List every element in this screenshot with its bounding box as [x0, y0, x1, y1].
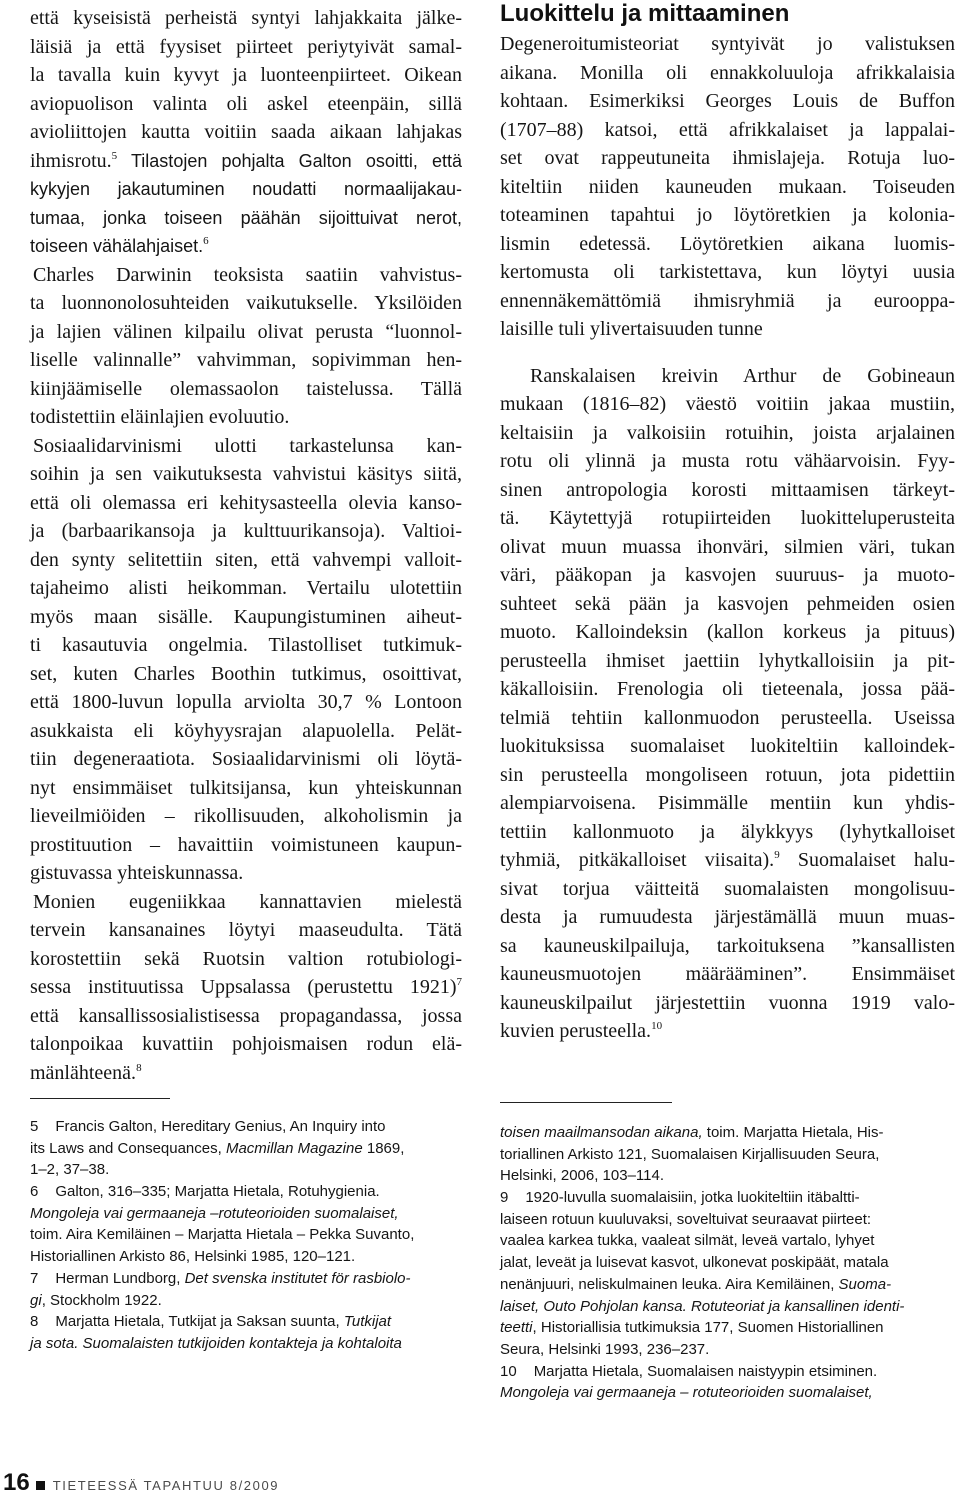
left-column-footnotes	[30, 1116, 462, 1355]
right-column-body	[500, 30, 955, 1046]
text-line	[30, 1181, 462, 1203]
text-line	[500, 818, 955, 847]
text-run: tä. Käytettyjä rotupiirteiden luokitteluperusteita	[500, 507, 955, 530]
left-column-body	[30, 4, 462, 1087]
text-line	[500, 1122, 955, 1144]
text-line	[30, 1203, 462, 1225]
text-run: liselle valinnalle” vahvimman, sopivimman hen-	[30, 349, 462, 371]
text-run: tiin degeneraatiota. Sosiaalidarvinismi oli löytä-	[30, 748, 462, 770]
text-run: soihin ja sen vaikutuksesta vahvistui käsitys siitä,	[30, 463, 462, 485]
paragraph	[500, 30, 955, 344]
text-line	[30, 61, 462, 90]
text-run: sa kauneuskilpailuja, tarkoituksena ”kansallisten	[500, 934, 955, 957]
text-line	[30, 4, 462, 33]
text-run: vaalea karkea tukka, vaaleat silmät, leveä vartalo, lyhyet	[500, 1232, 875, 1250]
text-run: että kyseisistä perheistä syntyi lahjakkaita jälke-	[30, 7, 462, 29]
text-line	[500, 704, 955, 733]
text-run: Ranskalaisen kreivin Arthur de Gobineaun	[530, 364, 955, 387]
text-run: prostituution – havaittiin voimistuneen kaupun-	[30, 833, 462, 856]
italic-text: laiset, Outo Pohjolan kansa. Rotuteoriat ja kansallinen identi-	[500, 1297, 905, 1315]
text-line	[30, 346, 462, 375]
text-line	[500, 447, 955, 476]
paragraph	[30, 888, 462, 1088]
text-run: aviopuolison valinta oli askel eteenpäin, sillä	[30, 92, 462, 115]
text-line	[500, 618, 955, 647]
text-run: la tavalla kuin kyvyt ja luonteenpiirteet. Oikean	[30, 64, 462, 86]
text-run: ja (barbaarikansoja ja kulttuurikansoja). Valtioi-	[30, 520, 462, 542]
text-run: desta ja rumuudesta järjestämällä muun muas-	[500, 906, 955, 929]
italic-text: teetti	[500, 1319, 533, 1337]
text-run: väri, pääkopan ja kasvojen suuruus- ja muoto-	[500, 564, 955, 587]
text-run: Degeneroitumisteoriat syntyivät jo valistuksen	[500, 33, 955, 55]
text-run: asukkaista eli köyhyysrajan alapuolella. Pelät-	[30, 719, 462, 742]
text-line	[30, 546, 462, 575]
text-run: Galton, 316–335; Marjatta Hietala, Rotuhygienia.	[55, 1183, 380, 1201]
text-run: tervein kansanaines löytyi maaseudulta. Tätä	[30, 919, 462, 941]
italic-text: Suoma-	[838, 1275, 892, 1293]
text-run: lismin edetessä. Löytöretkien aikana luomis-	[500, 232, 955, 255]
text-run: Francis Galton, Hereditary Genius, An Inquiry into	[55, 1118, 386, 1135]
text-line	[500, 504, 955, 533]
footnote-number: 8	[30, 1313, 39, 1331]
text-line	[30, 90, 462, 119]
text-run: ihmisrotu.	[30, 149, 112, 172]
text-run: myös maan sisälle. Kaupungistuminen aiheut-	[30, 605, 462, 628]
text-run: ennennäkemättömiä ihmisryhmiä ja eurooppa-	[500, 289, 955, 312]
text-run: perusteella ihmiset jaettiin lyhytkalloisiin ja pit-	[500, 649, 955, 672]
text-line	[500, 1296, 955, 1318]
text-line	[500, 1209, 955, 1231]
text-run: sin perusteella mongoliseen rotuun, jota pidettiin	[500, 763, 955, 786]
text-line	[500, 30, 955, 59]
text-run: toteaminen tapahtui jo löytöretkien ja kolonia-	[500, 204, 955, 226]
text-line	[30, 232, 462, 261]
text-run: Charles Darwinin teoksista saatiin vahvistus-	[33, 263, 462, 286]
footnote-number: 5	[30, 1118, 39, 1135]
text-line	[30, 289, 462, 318]
text-line	[30, 489, 462, 518]
text-run: rotu oli ylinnä ja musta rotu vähäarvoisin. Fyy-	[500, 450, 955, 473]
square-bullet-icon	[36, 1481, 45, 1490]
text-run: lieveilmiöiden – rikollisuuden, alkoholismin ja	[30, 805, 462, 827]
text-line	[500, 647, 955, 676]
italic-text: Det svenska institutet för rasbiolo-	[184, 1269, 411, 1287]
text-line	[30, 1059, 462, 1088]
text-line	[500, 1187, 955, 1209]
text-line	[30, 175, 462, 204]
footnote-reference: 10	[651, 1020, 663, 1033]
text-line	[30, 1159, 462, 1181]
text-run: alempiarvoisena. Pisimmälle mentiin kun yhdis-	[500, 792, 955, 815]
text-run: ti kasautuvia ongelmia. Tilastolliset tutkimuk-	[30, 634, 462, 656]
text-line	[500, 1230, 955, 1252]
text-run: Sosiaalidarvinismi ulotti tarkastelunsa kan-	[33, 434, 462, 457]
text-line	[500, 960, 955, 989]
text-line	[30, 916, 462, 945]
text-line	[30, 1224, 462, 1246]
page-footer	[3, 1469, 403, 1497]
text-run: suhteet sekä pään ja kasvojen pehmeiden osien	[500, 592, 955, 615]
text-line	[30, 717, 462, 746]
text-line	[30, 973, 462, 1002]
text-run: talonpoikaa kuvattiin pohjoismaisen rodun elä-	[30, 1033, 462, 1055]
text-run: kertomusta oli tarkistettava, kun löytyi uusia	[500, 261, 955, 283]
text-run: 1920-luvulla suomalaisiin, jotka luokiteltiin itäbaltti-	[525, 1189, 860, 1207]
footnote-reference: 9	[774, 849, 780, 862]
text-line	[30, 375, 462, 404]
text-run: set ovat rappeutuneita ihmislajeja. Rotuja luo-	[500, 147, 955, 169]
italic-text: ja sota. Suomalaisten tutkijoiden kontakteja ja kohtaloita	[30, 1334, 402, 1352]
text-run: sivat torjua väitteitä suomalaisten mongolisuu-	[500, 877, 955, 900]
text-run: keltaisiin ja valkoisiin rotuihin, joista arjalainen	[500, 421, 955, 444]
text-run: gistuvassa yhteiskunnassa.	[30, 862, 244, 884]
sans-text-run: tumaa, jonka toiseen päähän sijoittuivat nerot,	[30, 207, 462, 228]
text-line	[500, 1017, 955, 1046]
text-line	[30, 831, 462, 860]
text-line	[30, 403, 462, 432]
text-line	[500, 390, 955, 419]
text-line	[500, 87, 955, 116]
text-line	[30, 1138, 462, 1160]
text-line	[500, 1317, 955, 1339]
text-line	[30, 1116, 462, 1138]
text-run: jalat, leveät ja luisevat kasvot, ulkonevat poskipäät, matala	[500, 1254, 889, 1272]
text-run: toim. Aira Kemiläinen – Marjatta Hietala – Pekka Suvanto,	[30, 1226, 415, 1244]
text-line	[30, 517, 462, 546]
text-line	[500, 533, 955, 562]
text-run: nenänjuuri, neliskulmainen leuka. Aira Kemiläinen,	[500, 1275, 839, 1293]
text-line	[500, 1382, 955, 1404]
footnote-reference: 8	[136, 1061, 142, 1074]
text-run: laisille tuli ylivertaisuuden tunne	[500, 318, 763, 340]
text-run: kauneuskilpailut järjestettiin vuonna 1919 valo-	[500, 991, 955, 1014]
text-run: kohtaan. Esimerkiksi Georges Louis de Buffon	[500, 90, 955, 112]
text-run: toriallinen Arkisto 121, Suomalaisen Kirjallisuuden Seura,	[500, 1145, 880, 1163]
italic-text: Mongoleja vai germaaneja – rotuteorioiden suomalaiset,	[500, 1384, 873, 1402]
text-line	[500, 315, 955, 344]
text-run: sinen antropologia korosti mittaamisen tärkeyt-	[500, 478, 955, 501]
section-heading: Luokittelu ja mittaaminen	[500, 0, 790, 27]
italic-text: toisen maailmansodan aikana,	[500, 1124, 703, 1141]
paragraph	[30, 261, 462, 432]
text-run: että 1800-luvun lopulla arviolta 30,7 % Lontoon	[30, 691, 462, 713]
text-line	[30, 1246, 462, 1268]
text-line	[30, 574, 462, 603]
text-line	[30, 1030, 462, 1059]
footnote-divider	[500, 1102, 672, 1103]
text-run: Marjatta Hietala, Suomalaisen naistyypin etsiminen.	[533, 1362, 878, 1380]
text-line	[500, 419, 955, 448]
text-line	[30, 1268, 462, 1290]
text-run: aikana. Monilla oli ennakkoluuloja afrikkalaisia	[500, 61, 955, 84]
text-run: tettiin kallonmuoto ja älykkyys (lyhytkalloiset	[500, 820, 955, 843]
text-line	[500, 1339, 955, 1361]
italic-text: gi	[30, 1291, 42, 1309]
text-run: mukaan (1816–82) väestö voitiin jakaa mustiin,	[500, 393, 955, 416]
text-line	[500, 561, 955, 590]
text-line	[500, 875, 955, 904]
text-run: kiteltiin niiden kauneuden mukaan. Toiseuden	[500, 175, 955, 198]
footnote-number: 10	[500, 1362, 517, 1380]
text-run: ta luonnonolosuhteiden vaikutukselle. Yksilöiden	[30, 292, 462, 314]
text-line	[30, 1333, 462, 1355]
footnote-number: 7	[30, 1269, 39, 1287]
text-line	[30, 147, 462, 176]
text-run: Herman Lundborg,	[55, 1269, 185, 1287]
text-line	[500, 230, 955, 259]
text-line	[30, 603, 462, 632]
text-line	[500, 287, 955, 316]
text-run: tyhmiä, pitkäkalloiset viisaita).	[500, 849, 775, 872]
footnote-number: 6	[30, 1183, 39, 1201]
text-line	[500, 932, 955, 961]
text-run: avioliittojen kautta voitiin saada aikaan lahjakas	[30, 121, 462, 143]
text-run: 1–2, 37–38.	[30, 1161, 110, 1179]
text-line	[500, 989, 955, 1018]
footnote-reference: 7	[456, 976, 462, 988]
text-run: Monien eugeniikkaa kannattavien mielestä	[33, 890, 462, 913]
text-run: nyt ensimmäiset tulkitsijansa, kun yhteiskunnan	[30, 776, 462, 799]
text-line	[30, 745, 462, 774]
text-line	[500, 173, 955, 202]
text-line	[30, 261, 462, 290]
text-line	[500, 59, 955, 88]
text-line	[500, 1144, 955, 1166]
text-run: toim. Marjatta Hietala, His-	[702, 1124, 884, 1141]
text-line	[30, 888, 462, 917]
text-run: mänlähteenä.	[30, 1061, 137, 1084]
text-line	[500, 590, 955, 619]
text-run: Suomalaiset halu-	[779, 849, 955, 872]
paragraph	[30, 4, 462, 261]
right-column-footnotes	[500, 1122, 955, 1404]
text-run: laiseen rotuun kuuluvaksi, soveltuivat seuraavat piirteet:	[500, 1210, 872, 1228]
text-line	[30, 1002, 462, 1031]
text-line	[30, 660, 462, 689]
text-line	[500, 201, 955, 230]
text-line	[500, 144, 955, 173]
text-run: että oli olemassa eri kehitysasteella olevia kanso-	[30, 491, 462, 514]
text-line	[30, 33, 462, 62]
text-line	[500, 476, 955, 505]
text-run: muoto. Kalloindeksin (kallon korkeus ja pituus)	[500, 621, 955, 644]
footnote-reference: 5	[111, 149, 118, 162]
text-line	[30, 460, 462, 489]
text-line	[500, 1361, 955, 1383]
italic-text: Mongoleja vai germaaneja –rotuteorioiden suomalaiset,	[30, 1204, 399, 1222]
text-run: luokituksissa suomalaiset luokiteltiin kalloindek-	[500, 735, 955, 758]
text-run: (1707–88) katsoi, että afrikkalaiset ja lappalai-	[500, 118, 955, 141]
text-run: tajaheimo alisti heikomman. Vertailu ulotettiin	[30, 577, 462, 599]
text-run: ja lajien välinen kilpailu olivat perusta “luonnol-	[30, 320, 462, 343]
text-line	[30, 1290, 462, 1312]
text-line	[500, 789, 955, 818]
text-run: telmiä tehtiin kallonmuodon perusteella. Useissa	[500, 706, 955, 729]
text-run: korostettiin sekä Ruotsin valtion rotubiologi-	[30, 947, 462, 970]
sans-text-run: Tilastojen pohjalta Galton osoitti, että	[117, 150, 462, 171]
text-run: kuvien perusteella.	[500, 1020, 652, 1043]
text-run: Seura, Helsinki 1993, 236–237.	[500, 1340, 710, 1358]
text-run: kauneusmuotojen määrääminen”. Ensimmäiset	[500, 963, 955, 986]
page-number: 16	[3, 1469, 30, 1496]
text-run: kiinjäämiselle olemassaolon taistelussa. Tällä	[30, 377, 462, 400]
text-run: set, kuten Charles Boothin tutkimus, osoittivat,	[30, 662, 462, 685]
text-line	[500, 1274, 955, 1296]
text-line	[500, 116, 955, 145]
text-run: käkalloisiin. Frenologia oli tieteenala, jossa pää-	[500, 678, 955, 701]
text-line	[500, 362, 955, 391]
text-line	[30, 688, 462, 717]
text-run: että kansallissosialistisessa propagandassa, jossa	[30, 1004, 462, 1027]
text-line	[30, 802, 462, 831]
text-line	[30, 859, 462, 888]
text-line	[500, 903, 955, 932]
sans-text-run: kykyjen jakautuminen noudatti normaalijakau-	[30, 179, 462, 199]
text-line	[500, 761, 955, 790]
text-line	[30, 118, 462, 147]
italic-text: Macmillan Magazine	[225, 1139, 363, 1157]
text-run: den synty selitettiin siten, että vahvempi valloit-	[30, 548, 462, 571]
text-run: Helsinki, 2006, 103–114.	[500, 1167, 665, 1185]
text-line	[500, 846, 955, 875]
text-run: Marjatta Hietala, Tutkijat ja Saksan suunta,	[55, 1313, 344, 1331]
text-line	[30, 631, 462, 660]
text-line	[30, 204, 462, 233]
text-run: Historiallinen Arkisto 86, Helsinki 1985, 120–121.	[30, 1248, 356, 1266]
sans-text-run: toiseen vähälahjaiset.	[30, 236, 204, 256]
text-line	[500, 732, 955, 761]
footnote-reference: 6	[203, 235, 209, 247]
paragraph	[30, 432, 462, 888]
text-run: , Historiallisia tutkimuksia 177, Suomen Historiallinen	[532, 1319, 884, 1337]
paragraph	[500, 362, 955, 1046]
italic-text: Tutkijat	[343, 1313, 392, 1331]
text-line	[30, 945, 462, 974]
text-run: läisiä ja että fyysiset piirteet periytyivät samal-	[30, 35, 462, 58]
text-line	[30, 318, 462, 347]
text-line	[500, 258, 955, 287]
text-line	[30, 774, 462, 803]
text-line	[500, 675, 955, 704]
text-line	[500, 1165, 955, 1187]
footnote-number: 9	[500, 1189, 509, 1207]
text-run: , Stockholm 1922.	[41, 1291, 162, 1309]
text-line	[500, 1252, 955, 1274]
text-line	[30, 432, 462, 461]
text-run: olivat muun muassa ihonväri, silmien väri, tukan	[500, 535, 955, 558]
publication-name: TIETEESSÄ TAPAHTUU 8/2009	[52, 1478, 280, 1493]
footnote-divider	[30, 1098, 170, 1099]
text-run: its Laws and Consequances,	[30, 1139, 226, 1157]
text-run: 1869,	[362, 1139, 405, 1157]
text-run: sessa instituutissa Uppsalassa (perustettu 1921)	[30, 976, 457, 998]
text-run: todistettiin eläinlajien evoluutio.	[30, 406, 290, 428]
text-line	[30, 1311, 462, 1333]
